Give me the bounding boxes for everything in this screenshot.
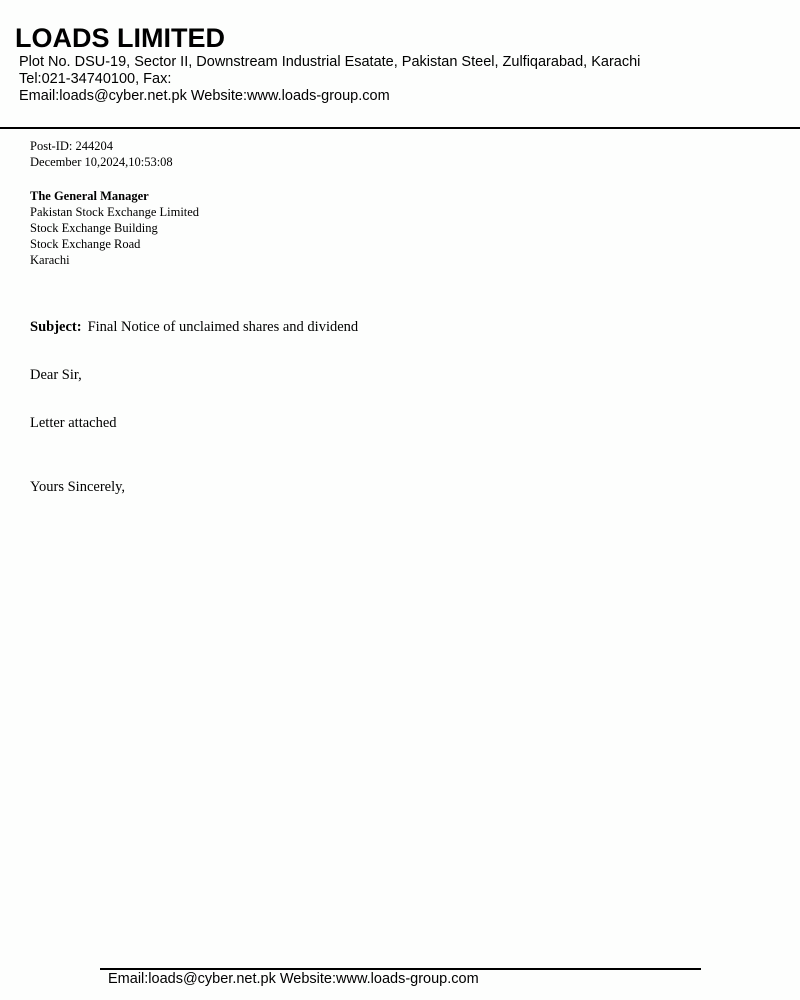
letter-body: Letter attached <box>30 415 117 431</box>
company-email-website: Email:loads@cyber.net.pk Website:www.loads-group.com <box>19 88 390 104</box>
recipient-address-block <box>30 188 199 268</box>
closing: Yours Sincerely, <box>30 479 126 495</box>
subject-text: Final Notice of unclaimed shares and dividend <box>87 319 359 335</box>
header-divider <box>0 127 800 129</box>
salutation: Dear Sir, <box>30 367 82 383</box>
company-address: Plot No. DSU-19, Sector II, Downstream Industrial Esatate, Pakistan Steel, Zulfiqarabad, Karachi <box>19 54 641 70</box>
recipient-building: Stock Exchange Building <box>30 221 158 235</box>
recipient-road: Stock Exchange Road <box>30 237 141 251</box>
post-id: Post-ID: 244204 <box>30 139 113 153</box>
subject-label: Subject: <box>30 319 82 335</box>
company-name: LOADS LIMITED <box>15 23 225 53</box>
post-date: December 10,2024,10:53:08 <box>30 155 173 169</box>
footer-divider <box>100 968 701 970</box>
subject-line <box>30 318 358 336</box>
company-phone-fax: Tel:021-34740100, Fax: <box>19 71 172 87</box>
recipient-organization: Pakistan Stock Exchange Limited <box>30 205 200 219</box>
footer-email-website: Email:loads@cyber.net.pk Website:www.loads-group.com <box>108 971 479 987</box>
recipient-title: The General Manager <box>30 189 149 203</box>
recipient-city: Karachi <box>30 253 70 267</box>
